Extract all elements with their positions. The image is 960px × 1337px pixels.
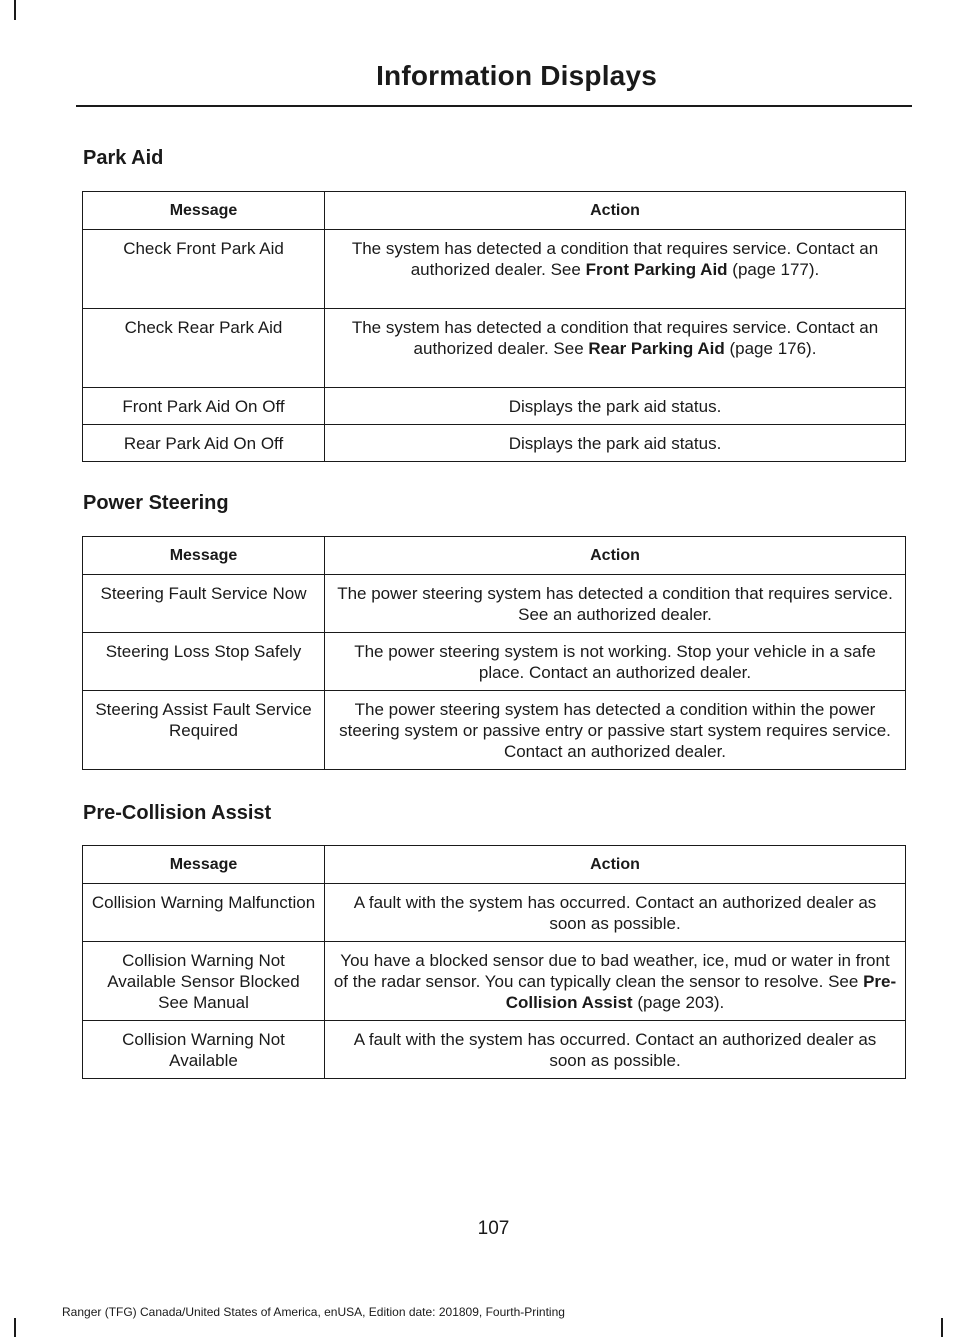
action-cell — [325, 942, 906, 1021]
table-row — [83, 1021, 906, 1079]
page-number: 107 — [477, 1218, 510, 1239]
action-cell: The power steering system has detected a condition that requires service. See an authorized dealer. — [325, 575, 906, 633]
message-cell: Steering Fault Service Now — [83, 575, 325, 633]
message-cell: Check Front Park Aid — [83, 230, 325, 309]
message-cell: Check Rear Park Aid — [83, 309, 325, 388]
column-header-message: Message — [83, 537, 325, 575]
column-header-message: Message — [83, 846, 325, 884]
table-header-row — [83, 192, 906, 230]
cross-reference-link[interactable]: Rear Parking Aid — [588, 339, 725, 358]
column-header-message: Message — [83, 192, 325, 230]
action-cell: The power steering system is not working. Stop your vehicle in a safe place. Contact an authorized dealer. — [325, 633, 906, 691]
footer-edition-info: Ranger (TFG) Canada/United States of America, enUSA, Edition date: 201809, Fourth-Printing — [62, 1305, 565, 1319]
page-reference: (page 203). — [632, 993, 725, 1012]
park-aid-table — [82, 191, 906, 462]
cross-reference-link[interactable]: Pre-Collision Assist — [505, 972, 897, 1012]
table-row — [83, 884, 906, 942]
table-row — [83, 633, 906, 691]
crop-mark-bottom-left — [14, 1318, 16, 1337]
crop-mark-bottom-right — [941, 1318, 943, 1337]
table-row — [83, 230, 906, 309]
message-cell: Steering Assist Fault Service Required — [83, 691, 325, 770]
action-text: The system has detected a condition that requires service. Contact an authorized dealer. See — [351, 239, 879, 279]
message-cell: Rear Park Aid On Off — [83, 425, 325, 462]
column-header-action: Action — [325, 537, 906, 575]
table-row — [83, 309, 906, 388]
section-title-pre-collision-assist: Pre-Collision Assist — [83, 802, 272, 824]
message-cell: Front Park Aid On Off — [83, 388, 325, 425]
page-reference: (page 177). — [727, 260, 820, 279]
table-row — [83, 575, 906, 633]
section-title-park-aid: Park Aid — [83, 147, 164, 169]
power-steering-table — [82, 536, 906, 770]
action-cell: The power steering system has detected a condition within the power steering system or passive entry or passive start system requires service. Contact an authorized dealer. — [325, 691, 906, 770]
message-cell: Steering Loss Stop Safely — [83, 633, 325, 691]
message-cell: Collision Warning Not Available — [83, 1021, 325, 1079]
column-header-action: Action — [325, 192, 906, 230]
action-cell: A fault with the system has occurred. Contact an authorized dealer as soon as possible. — [325, 1021, 906, 1079]
action-cell: Displays the park aid status. — [325, 425, 906, 462]
header-divider — [76, 105, 912, 107]
table-row — [83, 388, 906, 425]
column-header-action: Action — [325, 846, 906, 884]
action-cell: A fault with the system has occurred. Contact an authorized dealer as soon as possible. — [325, 884, 906, 942]
table-row — [83, 691, 906, 770]
message-cell: Collision Warning Not Available Sensor Blocked See Manual — [83, 942, 325, 1021]
action-cell — [325, 230, 906, 309]
table-row — [83, 425, 906, 462]
message-cell: Collision Warning Malfunction — [83, 884, 325, 942]
pre-collision-assist-table — [82, 845, 906, 1079]
page-reference: (page 176). — [724, 339, 817, 358]
action-cell — [325, 309, 906, 388]
section-title-power-steering: Power Steering — [83, 492, 229, 514]
action-text: You have a blocked sensor due to bad weather, ice, mud or water in front of the radar sensor. You can typically clean the sensor to resolve. See — [333, 951, 890, 991]
table-header-row — [83, 537, 906, 575]
table-row — [83, 942, 906, 1021]
crop-mark-top-left — [14, 0, 16, 20]
action-cell: Displays the park aid status. — [325, 388, 906, 425]
table-header-row — [83, 846, 906, 884]
cross-reference-link[interactable]: Front Parking Aid — [585, 260, 728, 279]
page-title: Information Displays — [376, 60, 657, 91]
action-text: The system has detected a condition that requires service. Contact an authorized dealer. See — [351, 318, 879, 358]
